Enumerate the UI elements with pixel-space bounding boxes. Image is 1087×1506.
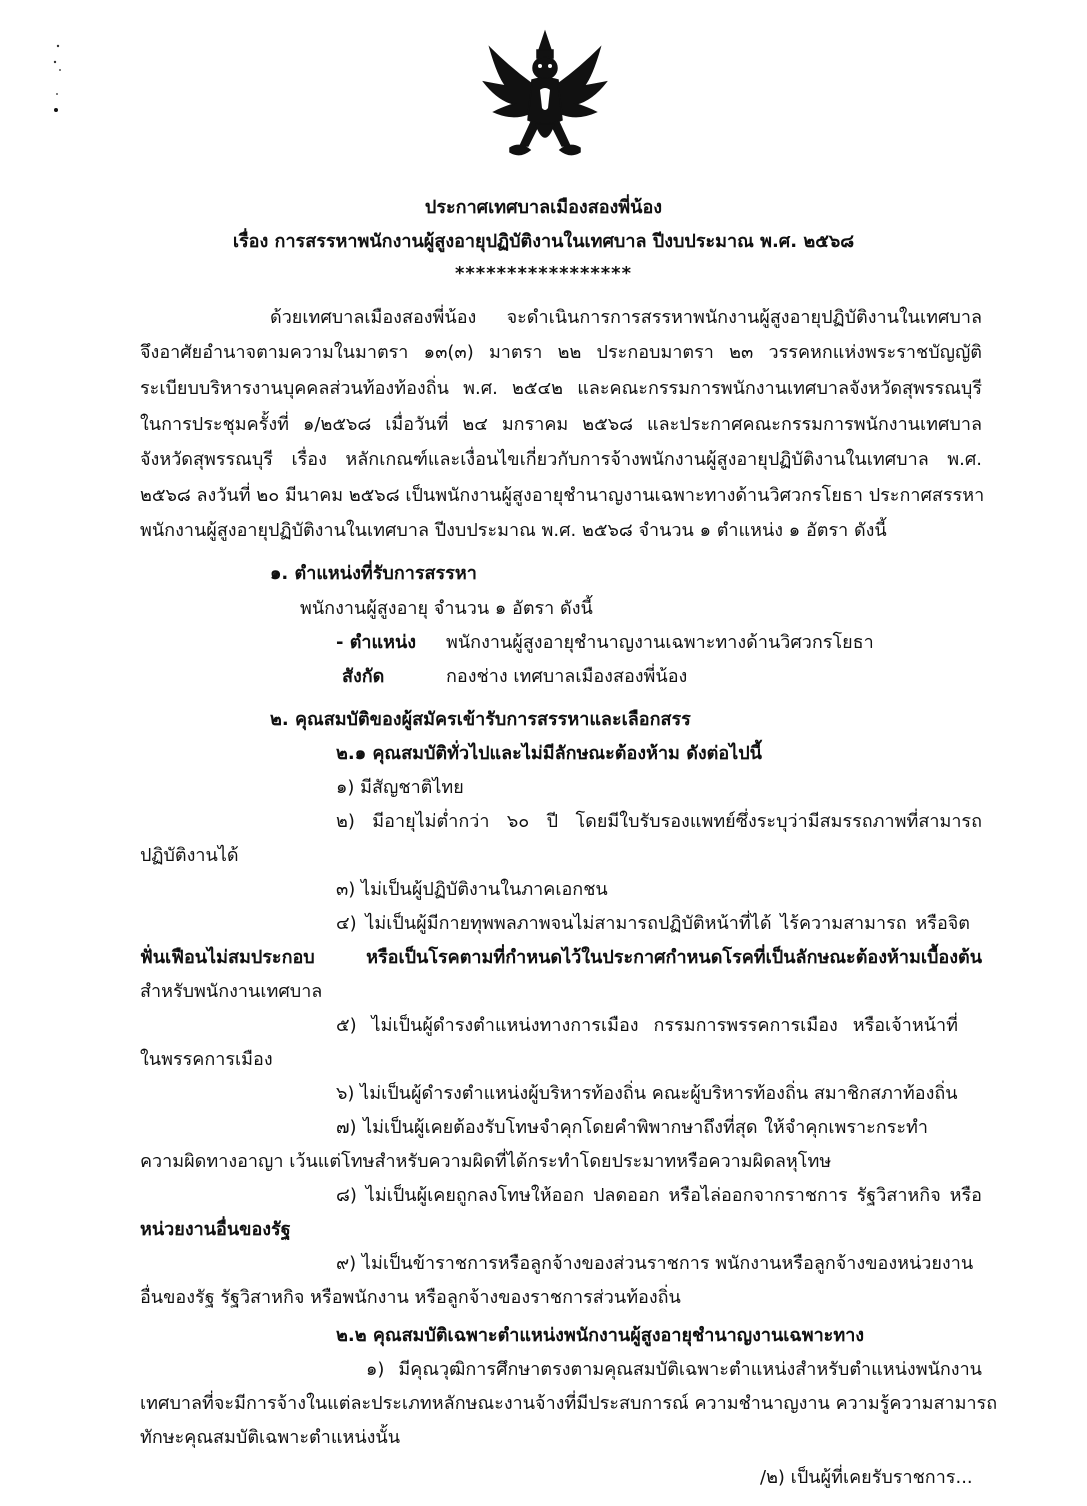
intro-line: พนักงานผู้สูงอายุปฏิบัติงานในเทศบาล ปีงบประมาณ พ.ศ. ๒๕๖๘ จำนวน ๑ ตำแหน่ง ๑ อัตรา ดังนี้ — [140, 520, 887, 541]
continuation-note: /๒) เป็นผู้ที่เคยรับราชการ... — [760, 1467, 973, 1488]
department-label: สังกัด — [342, 666, 385, 687]
announcement-subject: เรื่อง การสรรหาพนักงานผู้สูงอายุปฏิบัติงานในเทศบาล ปีงบประมาณ พ.ศ. ๒๕๖๘ — [232, 231, 855, 252]
intro-line: จังหวัดสุพรรณบุรี เรื่อง หลักเกณฑ์และเงื่อนไขเกี่ยวกับการจ้างพนักงานผู้สูงอายุปฏิบัติงานในเทศบาล พ.ศ. — [140, 449, 982, 470]
qualification-item-cont: ในพรรคการเมือง — [140, 1049, 273, 1070]
qualification-item-cont: ฟั่นเฟือนไม่สมประกอบ หรือเป็นโรคตามที่กำหนดไว้ในประกาศกำหนดโรคที่เป็นลักษณะต้องห้ามเบื้องต้น — [140, 947, 982, 968]
specific-qualification-cont: ทักษะคุณสมบัติเฉพาะตำแหน่งนั้น — [140, 1427, 401, 1448]
intro-line: ในการประชุมครั้งที่ ๑/๒๕๖๘ เมื่อวันที่ ๒๔ มกราคม ๒๕๖๘ และประกาศคณะกรรมการพนักงานเทศบาล — [140, 414, 982, 435]
section2-heading: ๒. คุณสมบัติของผู้สมัครเข้ารับการสรรหาและเลือกสรร — [270, 709, 691, 730]
position-value: พนักงานผู้สูงอายุชำนาญงานเฉพาะทางด้านวิศวกรโยธา — [446, 632, 874, 653]
qualification-item-cont: ปฏิบัติงานได้ — [140, 845, 239, 866]
intro-line: ๒๕๖๘ ลงวันที่ ๒๐ มีนาคม ๒๕๖๘ เป็นพนักงานผู้สูงอายุชำนาญงานเฉพาะทางด้านวิศวกรโยธา ประกาศสรรหา — [140, 485, 985, 506]
qualification-item-cont: สำหรับพนักงานเทศบาล — [140, 981, 323, 1002]
scan-specks — [48, 40, 68, 120]
section2-2-heading: ๒.๒ คุณสมบัติเฉพาะตำแหน่งพนักงานผู้สูงอายุชำนาญงานเฉพาะทาง — [336, 1325, 865, 1346]
department-value: กองช่าง เทศบาลเมืองสองพี่น้อง — [446, 666, 688, 687]
qualification-item: ๙) ไม่เป็นข้าราชการหรือลูกจ้างของส่วนราชการ พนักงานหรือลูกจ้างของหน่วยงาน — [336, 1253, 974, 1274]
intro-line: ระเบียบบริหารงานบุคคลส่วนท้องท้องถิ่น พ.ศ. ๒๕๔๒ และคณะกรรมการพนักงานเทศบาลจังหวัดสุพรรณบุรี — [140, 378, 982, 399]
qualification-item: ๗) ไม่เป็นผู้เคยต้องรับโทษจำคุกโดยคำพิพากษาถึงที่สุด ให้จำคุกเพราะกระทำ — [336, 1117, 928, 1138]
qualification-item-cont: อื่นของรัฐ รัฐวิสาหกิจ หรือพนักงาน หรือลูกจ้างของราชการส่วนท้องถิ่น — [140, 1287, 681, 1308]
intro-line: ด้วยเทศบาลเมืองสองพี่น้อง จะดำเนินการการสรรหาพนักงานผู้สูงอายุปฏิบัติงานในเทศบาล — [270, 307, 982, 328]
garuda-emblem — [470, 28, 620, 178]
section2-1-heading: ๒.๑ คุณสมบัติทั่วไปและไม่มีลักษณะต้องห้าม ดังต่อไปนี้ — [336, 743, 762, 764]
qualification-item: ๔) ไม่เป็นผู้มีกายทุพพลภาพจนไม่สามารถปฏิบัติหน้าที่ได้ ไร้ความสามารถ หรือจิต — [336, 913, 970, 934]
qualification-item: ๓) ไม่เป็นผู้ปฏิบัติงานในภาคเอกชน — [336, 879, 608, 900]
qualification-item: ๒) มีอายุไม่ต่ำกว่า ๖๐ ปี โดยมีใบรับรองแพทย์ซึ่งระบุว่ามีสมรรถภาพที่สามารถ — [336, 811, 982, 832]
qualification-item-cont: ความผิดทางอาญา เว้นแต่โทษสำหรับความผิดที่ได้กระทำโดยประมาทหรือความผิดลหุโทษ — [140, 1151, 832, 1172]
qualification-item: ๖) ไม่เป็นผู้ดำรงตำแหน่งผู้บริหารท้องถิ่น คณะผู้บริหารท้องถิ่น สมาชิกสภาท้องถิ่น — [336, 1083, 958, 1104]
specific-qualification-cont: เทศบาลที่จะมีการจ้างในแต่ละประเภทหลักษณะงานจ้างที่มีประสบการณ์ ความชำนาญงาน ความรู้ความสามารถ — [140, 1393, 998, 1414]
specific-qualification: ๑) มีคุณวุฒิการศึกษาตรงตามคุณสมบัติเฉพาะตำแหน่งสำหรับตำแหน่งพนักงาน — [366, 1359, 982, 1380]
qualification-item: ๑) มีสัญชาติไทย — [336, 777, 464, 798]
position-label: - ตำแหน่ง — [336, 632, 417, 653]
intro-line: จึงอาศัยอำนาจตามความในมาตรา ๑๓(๓) มาตรา ๒๒ ประกอบมาตรา ๒๓ วรรคหกแห่งพระราชบัญญัติ — [140, 342, 982, 363]
section1-heading: ๑. ตำแหน่งที่รับการสรรหา — [270, 563, 477, 584]
separator-stars: ***************** — [454, 263, 633, 284]
qualification-item: ๘) ไม่เป็นผู้เคยถูกลงโทษให้ออก ปลดออก หรือไล่ออกจากราชการ รัฐวิสาหกิจ หรือ — [336, 1185, 982, 1206]
section1-line: พนักงานผู้สูงอายุ จำนวน ๑ อัตรา ดังนี้ — [300, 598, 593, 619]
qualification-item-cont: หน่วยงานอื่นของรัฐ — [140, 1219, 291, 1240]
announcement-title: ประกาศเทศบาลเมืองสองพี่น้อง — [424, 197, 663, 218]
qualification-item: ๕) ไม่เป็นผู้ดำรงตำแหน่งทางการเมือง กรรมการพรรคการเมือง หรือเจ้าหน้าที่ — [336, 1015, 958, 1036]
